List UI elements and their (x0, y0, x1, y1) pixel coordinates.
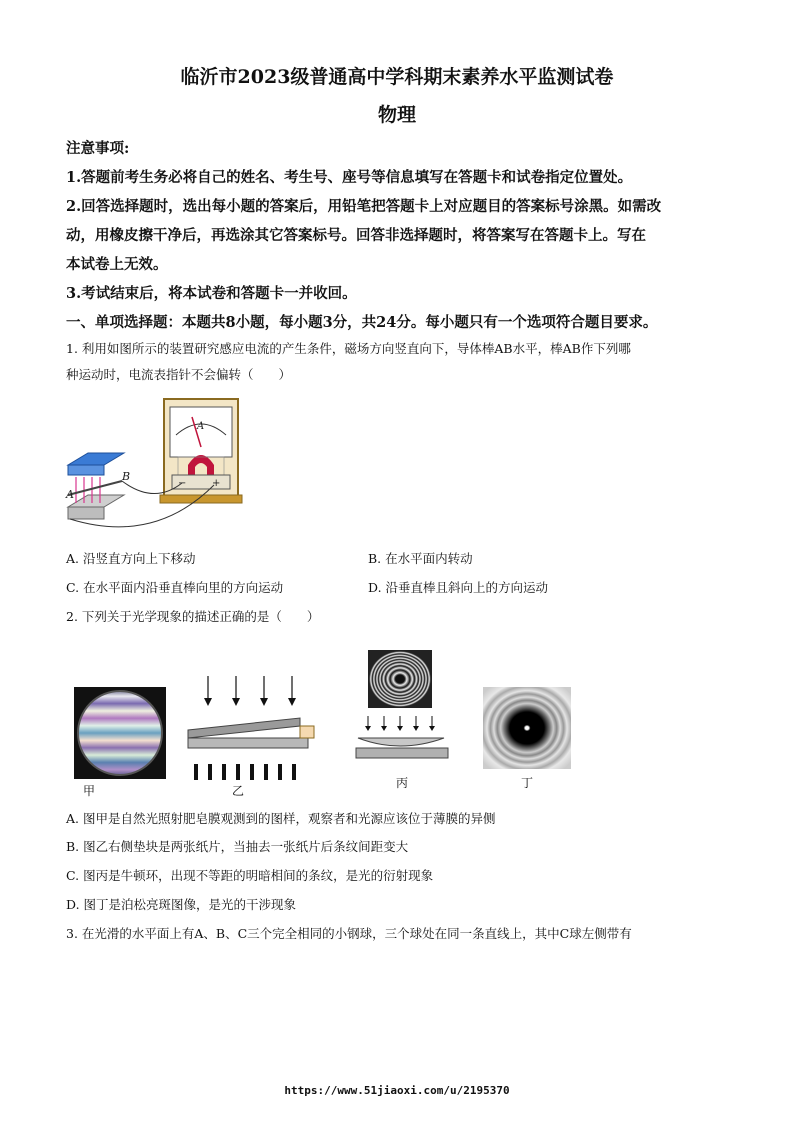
question-1-line-2: 种运动时，电流表指针不会偏转（ ） (66, 367, 292, 382)
notes-item-2-line-3: 本试卷上无效。 (66, 256, 168, 273)
magnet-bottom-front (68, 507, 104, 519)
caption-yi: 乙 (232, 784, 245, 798)
q2-option-c: C. 图丙是牛顿环，出现不等距的明暗相间的条纹，是光的衍射现象 (66, 868, 434, 883)
meter-label: A (197, 421, 205, 432)
question-3-line-1: 3. 在光滑的水平面上有A、B、C三个完全相同的小钢球，三个球处在同一条直线上，其中C球左侧带有 (66, 926, 632, 941)
figure-jia-soap-film (74, 687, 166, 779)
exam-subject: 物理 (377, 104, 416, 126)
magnet-top-front (68, 465, 104, 475)
caption-ding: 丁 (521, 776, 534, 790)
q1-option-c: C. 在水平面内沿垂直棒向里的方向运动 (66, 580, 284, 595)
q2-option-b: B. 图乙右侧垫块是两张纸片，当抽去一张纸片后条纹间距变大 (66, 839, 409, 854)
q1-option-a: A. 沿竖直方向上下移动 (66, 551, 196, 566)
section-1-heading: 一、单项选择题：本题共8小题，每小题3分，共24分。每小题只有一个选项符合题目要求。 (66, 314, 658, 331)
q2-option-d: D. 图丁是泊松亮斑图像，是光的干涉现象 (66, 897, 297, 912)
notes-item-1: 1.答题前考生务必将自己的姓名、考生号、座号等信息填写在答题卡和试卷指定位置处。 (66, 169, 633, 186)
magnet-top-pole (68, 453, 124, 465)
rod-end-a: A (66, 488, 74, 501)
q1-option-b: B. 在水平面内转动 (368, 551, 473, 566)
q2-option-a: A. 图甲是自然光照射肥皂膜观测到的图样，观察者和光源应该位于薄膜的异侧 (66, 811, 496, 826)
notes-item-3: 3.考试结束后，将本试卷和答题卡一并收回。 (66, 285, 357, 302)
rod-end-b: B (122, 470, 131, 483)
figure-bing-newton-rings (352, 650, 450, 768)
terminal-plus: + (212, 478, 221, 489)
notes-item-2-line-2: 动，用橡皮擦干净后，再选涂其它答案标号。回答非选择题时，将答案写在答题卡上。写在 (66, 227, 646, 244)
q1-option-d: D. 沿垂直棒且斜向上的方向运动 (368, 580, 549, 595)
question-1-line-1: 1. 利用如图所示的装置研究感应电流的产生条件，磁场方向竖直向下，导体棒AB水平，棒AB作下列哪 (66, 341, 631, 356)
notes-heading: 注意事项: (66, 140, 130, 157)
terminal-minus: − (178, 478, 187, 489)
footer-url[interactable] (0, 1084, 794, 1097)
notes-item-2-line-1: 2.回答选择题时，选出每小题的答案后，用铅笔把答题卡上对应题目的答案标号涂黑。如需改 (66, 198, 662, 215)
exam-title: 临沂市2023级普通高中学科期末素养水平监测试卷 (180, 66, 614, 88)
footer-link[interactable]: https://www.51jiaoxi.com/u/2195370 (284, 1084, 510, 1097)
question-2-line-1: 2. 下列关于光学现象的描述正确的是（ ） (66, 609, 320, 624)
caption-bing: 丙 (396, 776, 409, 790)
caption-jia: 甲 (83, 784, 96, 798)
figure-ding-poisson-spot (483, 687, 571, 769)
q1-apparatus-figure (64, 395, 249, 540)
figure-yi-air-wedge (184, 674, 320, 782)
